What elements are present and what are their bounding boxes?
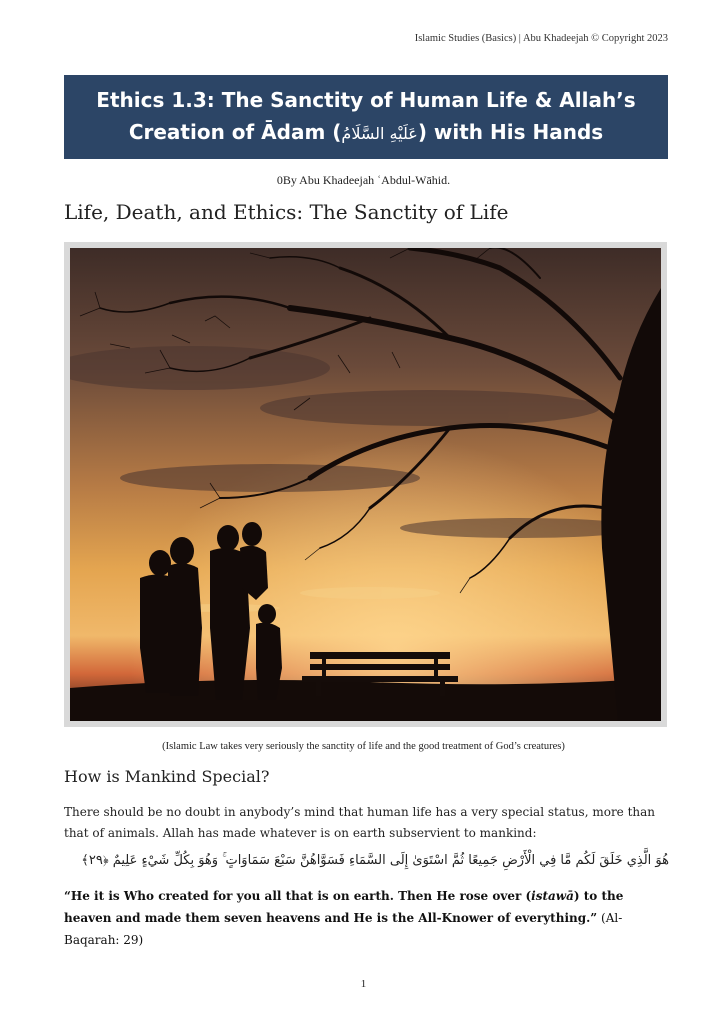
section-heading: Life, Death, and Ethics: The Sanctity of Life	[64, 200, 509, 224]
sunset-family-silhouette-image	[64, 242, 667, 727]
verse-reference: (Al-Baqarah: 29)	[64, 911, 623, 947]
translation-italic-term: istawā	[531, 889, 574, 903]
title-banner	[64, 75, 668, 159]
image-caption: (Islamic Law takes very seriously the sanctity of life and the good treatment of God’s creatures)	[162, 741, 565, 752]
translation-part-1: “He it is Who created for you all that is on earth. Then He rose over (	[64, 889, 532, 903]
verse-translation	[64, 885, 669, 951]
arabic-verse: هُوَ الَّذِي خَلَقَ لَكُم مَّا فِي الْأَرْضِ جَمِيعًا ثُمَّ اسْتَوَىٰ إِلَى السَّمَاءِ فَسَوَّاهُنَّ سَبْعَ سَمَاوَاتٍ ۚ وَهُوَ بِكُلِّ شَيْءٍ عَلِيمٌ ﴿٢٩﴾	[81, 853, 669, 868]
title-line-2	[72, 116, 660, 150]
title-line-1: Ethics 1.3: The Sanctity of Human Life & Allah’s	[96, 88, 636, 112]
subheading: How is Mankind Special?	[64, 767, 270, 786]
translation-part-2: ) to the heaven and made them seven heavens and He is the All-Knower of everything.”	[64, 889, 624, 925]
page-number: 1	[360, 978, 367, 990]
title-line-2-end: ) with His Hands	[417, 120, 604, 144]
body-paragraph: There should be no doubt in anybody’s mind that human life has a very special status, more than that of animals. Allah has made whatever is on earth subservient to mankind:	[64, 805, 656, 840]
title-line-2-start: Creation of Ādam (	[128, 120, 342, 144]
header-note: Islamic Studies (Basics) | Abu Khadeejah © Copyright 2023	[414, 33, 668, 44]
title-arabic-honorific: عَلَيْهِ السَّلَامُ	[341, 124, 418, 143]
author-byline: 0By Abu Khadeejah ʿAbdul-Wāhid.	[276, 173, 451, 187]
